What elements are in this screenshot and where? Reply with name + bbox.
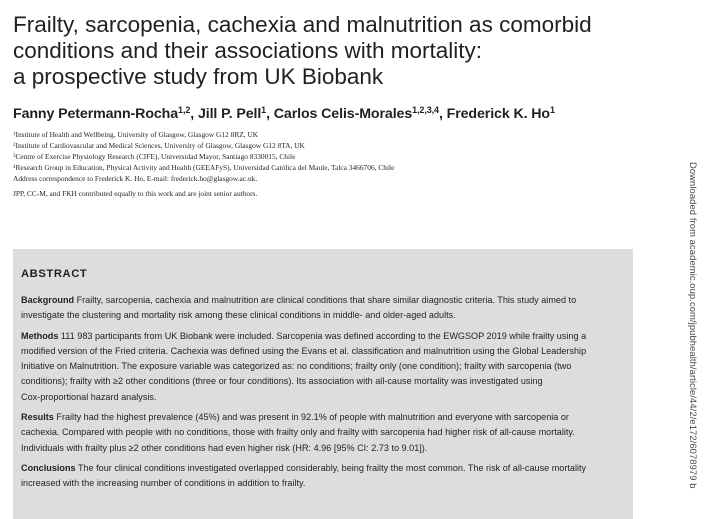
section-label: Conclusions — [21, 462, 76, 473]
abstract-conclusions — [21, 461, 621, 492]
affiliation-text: Centre of Exercise Physiology Research (CIFE), Universidad Mayor, Santiago 8330015, Chile — [15, 152, 296, 162]
abstract-background — [21, 293, 621, 324]
affiliations — [13, 129, 633, 200]
affiliation-item — [13, 129, 633, 140]
abstract-line: Initiative on Malnutrition. The exposure variable was categorized as: no conditions; frailty only (one condition); frailty with sarcopenia (two — [21, 361, 572, 372]
title-line: conditions and their associations with mortality: — [13, 38, 482, 63]
line-text: Frailty, sarcopenia, cachexia and malnutrition are clinical conditions that share similar diagnostic criteria. This study aimed to — [74, 295, 577, 305]
equal-contribution-note: JPP, CC-M, and FKH contributed equally to this work and are joint senior authors. — [13, 189, 258, 199]
abstract-line — [21, 329, 621, 344]
section-label: Methods — [21, 330, 59, 341]
download-watermark: Downloaded from academic.oup.com/jpubhealth/article/44/2/e172/6078979 b — [688, 162, 699, 489]
affiliation-text: Research Group in Education, Physical Activity and Health (GEEAFyS), Universidad Católica del Maule, Talca 3466706, Chile — [15, 163, 395, 173]
affiliation-item — [13, 151, 633, 162]
author-name: Jill P. Pell — [197, 106, 262, 122]
affiliation-text: Institute of Health and Wellbeing, University of Glasgow, Glasgow G12 8RZ, UK — [15, 130, 259, 139]
abstract-line: Cox-proportional hazard analysis. — [21, 391, 157, 402]
abstract-methods — [21, 329, 621, 405]
article-title — [13, 12, 613, 90]
author-name: Fanny Petermann-Rocha — [13, 106, 179, 122]
author-separator: , — [266, 106, 274, 122]
abstract-line: Individuals with frailty plus ≥2 other conditions had even higher risk (HR: 4.96 [95% CI: 2.73 to 9.01]). — [21, 442, 428, 453]
author-name: Carlos Celis-Morales — [273, 106, 413, 122]
abstract-line — [21, 410, 621, 425]
affiliation-item — [13, 162, 633, 173]
section-label: Results — [21, 412, 54, 423]
author-affiliation-marker: 1 — [261, 105, 267, 115]
affiliation-marker: 3 — [13, 154, 16, 160]
abstract-body — [21, 293, 621, 497]
abstract-heading: ABSTRACT — [21, 268, 88, 280]
author-separator: , — [190, 106, 198, 122]
author-affiliation-marker: 1,2 — [178, 105, 191, 115]
author-affiliation-marker: 1 — [550, 105, 555, 115]
abstract-results — [21, 410, 621, 456]
author-list — [13, 105, 555, 122]
author-affiliation-marker: 1,2,3,4 — [412, 105, 439, 115]
title-line: a prospective study from UK Biobank — [13, 64, 384, 89]
affiliation-item — [13, 140, 633, 151]
abstract-line — [21, 293, 621, 308]
title-line: Frailty, sarcopenia, cachexia and malnutrition as comorbid — [13, 12, 592, 37]
affiliation-marker: 4 — [13, 165, 16, 171]
abstract-line: cachexia. Compared with people with no conditions, those with frailty only and frailty with sarcopenia had higher risk of all-cause mortality. — [21, 427, 575, 438]
author-separator: , — [438, 106, 447, 122]
abstract-line: investigate the clustering and mortality risk among these clinical conditions in middle- and older-aged adults. — [21, 310, 456, 321]
section-label: Background — [21, 295, 75, 305]
abstract-line: conditions); frailty with ≥2 other conditions (three or four conditions). Its association with all-cause mortality was investigated using — [21, 376, 543, 387]
affiliation-marker: 2 — [13, 143, 16, 149]
affiliation-marker: 1 — [13, 132, 16, 137]
line-text: 111 983 participants from UK Biobank were included. Sarcopenia was defined according to the EWGSOP 2019 while frailty using a — [58, 330, 587, 341]
author-name: Frederick K. Ho — [446, 106, 551, 122]
abstract-line: increased with the increasing number of conditions in addition to frailty. — [21, 478, 306, 489]
abstract-line — [21, 461, 621, 476]
correspondence-note: Address correspondence to Frederick K. Ho, E-mail: frederick.ho@glasgow.ac.uk. — [13, 174, 258, 184]
line-text: Frailty had the highest prevalence (45%) and was present in 92.1% of people with malnutrition and everyone with sarcopenia or — [53, 412, 569, 423]
affiliation-text: Institute of Cardiovascular and Medical Sciences, University of Glasgow, Glasgow G12 8TA, UK — [15, 141, 305, 151]
abstract-panel — [13, 249, 633, 519]
abstract-line: modified version of the Fried criteria. Cachexia was defined using the Evans et al. classification and malnutrition using the Global Leadership — [21, 345, 587, 356]
line-text: The four clinical conditions investigated overlapped considerably, being frailty the most common. The risk of all-cause mortality — [75, 462, 587, 473]
